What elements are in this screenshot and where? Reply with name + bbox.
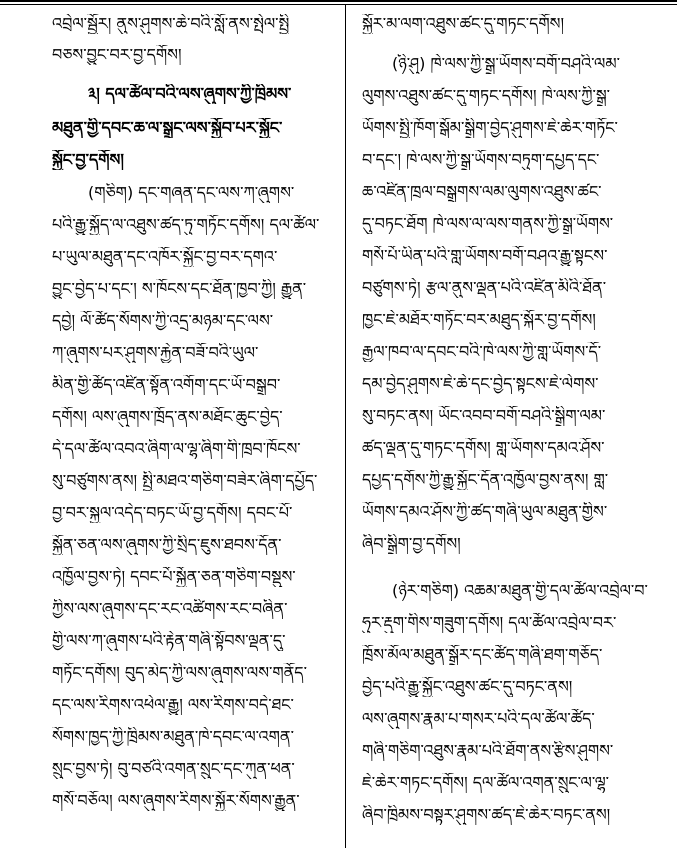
- section-heading: སྐྱོང་བྱ་དགོས།: [52, 150, 124, 169]
- text-line: གྱི་ལས་ཀ་ཞུགས་པའི་རྟེན་གཞི་སྟོབས་ལྡན་དུ་: [52, 631, 286, 650]
- text-line: བྱེད་པའི་རྒྱུ་སྐྱོང་འཐུས་ཚང་དུ་བཏང་ནས།: [362, 677, 573, 696]
- text-line: མིན་གྱི་ཚོད་འཛིན་སྟོན་འགོག་དང་ཡོ་བསྒྲུབ་: [52, 375, 281, 394]
- text-line: (ཉེར་གཅིག) འཆམ་མཐུན་གྱི་དལ་ཚོལ་འབྲེལ་བ་: [392, 581, 648, 600]
- text-line: དེ་དལ་ཚོལ་འབའ་ཞིག་ལ་ལྷ་ཞིག་གི་ཁྲབ་ཁོངས་: [52, 439, 301, 458]
- text-line: སོགས་ཁྱད་ཀྱི་ཁྲིམས་མཐུན་ཁེ་དབང་ལ་འགན་: [52, 727, 294, 746]
- header-rule-thin: [0, 4, 677, 5]
- text-line: བཙུགས་ཏེ། རྩལ་ནུས་ལྡན་པའི་འཛིན་མིའི་ཐོན་: [362, 278, 607, 297]
- header-rule-thick: [0, 0, 677, 2]
- text-line: ཇེ་ཆེར་གཏང་དགོས། དལ་ཚོལ་འགན་སྲུང་ལ་ལྷ་: [362, 773, 610, 792]
- text-line: དགོས། ལས་ཞུགས་ཁྲོད་ནས་མཐོང་ཆུང་བྱེད་: [52, 407, 283, 426]
- text-line: སྐྱོར་མ་ལག་འཐུས་ཚང་དུ་གཏང་དགོས།: [362, 14, 565, 33]
- text-line: པ་ཡུལ་མཐུན་དང་འཁོར་སྐྱོང་བྱ་བར་དགའ་: [52, 247, 278, 266]
- text-line: བ་དང་། ཁེ་ལས་ཀྱི་སྒྲ་ཡོགས་བཏུག་དཔྱད་དང་: [362, 150, 600, 169]
- section-heading: མཐུན་གྱི་དབང་ཆ་ལ་སྒྲུང་ལས་སྐྱོབ་པར་སྐྱོང་: [52, 118, 283, 137]
- text-line: ཧུར་རྡུག་གིས་གཟུག་དགོས། དལ་ཚོལ་འབྲེལ་བར་: [362, 613, 617, 632]
- text-line: དང་ལས་རིགས་འཕེལ་རྒྱུ། ལས་རིགས་བདེ་ཐང་: [52, 695, 294, 714]
- section-heading: ༣། དལ་ཚོལ་བའི་ལས་ཞུགས་ཀྱི་ཁྲིམས་: [88, 84, 292, 103]
- text-line: ཀ་ཞུགས་པར་ཤུགས་རྐྱེན་བཟོ་བའི་ཡུལ་: [52, 343, 259, 362]
- text-line: སྲུང་བྱས་ཏེ། བུ་བཙའི་འགན་སྲུང་དང་ཀུན་ཕན་: [52, 759, 295, 778]
- text-line: གཞི་གཅིག་འཐུས་རྣམ་པའི་ཐོག་ནས་རྩིས་ཤུགས་: [362, 741, 614, 760]
- text-line: པའི་རྒྱུ་སྐྱོད་ལ་འཐུས་ཚད་ཏུ་གཏོང་དགོས། དལ་ཚོལ་: [52, 215, 320, 234]
- text-line: ཆ་འཛིན་ཁྲལ་བསྒྲུགས་ལམ་ལུགས་འཐུས་ཚང་: [362, 182, 602, 201]
- text-line: ཀྱིས་ལས་ཞུགས་དང་རང་འཚིགས་རང་བཞིན་: [52, 599, 288, 618]
- text-line: དཔྱད་དགོས་ཀྱི་རྒྱུ་སྐྱོང་དོན་འཁྱོལ་བྱས་ནས། གླ་: [362, 470, 609, 489]
- text-line: འཁྱོལ་བྱས་ཏེ། དབང་པོ་སྐྱོན་ཅན་གཅིག་བསྡུས་: [52, 567, 296, 586]
- text-line: བཅས་བྱུང་བར་བྱ་དགོས།: [52, 45, 182, 64]
- text-line: ཞིབ་སྒྲིག་བྱ་དགོས།: [362, 534, 461, 553]
- text-line: ཁྲོས་མོལ་མཐུན་སྒྲོར་དང་ཚོད་གཞི་ཐག་གཅོད་: [362, 645, 603, 664]
- text-line: ཡོགས་སྤྱི་ཁོག་སྒོམ་སྒྲིག་བྱེད་ཤུགས་ཇེ་ཆེར་གཏོང་: [362, 118, 618, 137]
- text-line: དམ་བྱེད་ཤུགས་ཇེ་ཆེ་དང་བྱེད་སྟངས་ཇེ་ལེགས་: [362, 374, 599, 393]
- text-line: (གཅིག) དང་གཞན་དང་ལས་ཀ་ཞུགས་: [88, 183, 295, 202]
- text-line: གཏོང་དགོས། བུད་མེད་ཀྱི་ལས་ཞུགས་ལས་གནོད་: [52, 663, 307, 682]
- text-line: ལས་ཞུགས་རྣམ་པ་གསར་པའི་དལ་ཚོལ་ཚོད་: [362, 709, 595, 728]
- text-line: གསོ་པོ་ཡིན་པའི་གླ་ཡོགས་བགོ་བཤའ་རྒྱུ་སྟངས་: [362, 246, 608, 265]
- text-line: (ཉི་ཤུ) ཁེ་ལས་ཀྱི་སྒྲ་ཡོགས་བགོ་བཤའི་ལམ་: [392, 54, 620, 73]
- text-line: སུ་བཏང་ནས། ཡོང་འབབ་བགོ་བཤའི་སྒྲིག་ལམ་: [362, 406, 606, 425]
- text-line: དབྱེ། ལོ་ཚོད་སོགས་ཀྱི་འདྲ་མཉམ་དང་ལས་: [52, 311, 274, 330]
- text-line: འབྲེལ་སྦྱོར། ནུས་ཤུགས་ཆེ་བའི་སློ་ནས་སྤེལ་སྤྱི: [52, 14, 290, 33]
- text-line: གསོ་བཅོལ། ལས་ཞུགས་རིགས་སྐྱོར་སོགས་རྒྱུན་: [52, 791, 300, 810]
- column-divider: [345, 4, 346, 848]
- text-line: བྱུང་བྱེད་པ་དང་། ས་ཁོངས་དང་ཐོན་ཁྱབ་ཀྱི། རྒྱུན་: [52, 279, 307, 298]
- text-line: ཞིབ་ཁྲིམས་བསྟར་ཤུགས་ཚད་ཇེ་ཆེར་བཏང་ནས།: [362, 805, 611, 824]
- text-line: ཁྱང་ཇེ་མཐོར་གཏོང་བར་མཐུད་སྐོར་བྱ་དགོས།: [362, 310, 596, 329]
- text-line: སུ་བཙུགས་ནས། སྤྱི་མཐའ་གཅིག་བཟེར་ཞིག་དཔྱོད་: [52, 471, 318, 490]
- text-line: སྐྱོན་ཅན་ལས་ཞུགས་ཀྱི་སྲིད་ཇུས་ཐབས་དོན་: [52, 535, 282, 554]
- text-line: ཡོགས་དམའ་ཤོས་ཀྱི་ཚད་གཞི་ཡུལ་མཐུན་གྱིས་: [362, 502, 608, 521]
- text-line: ལུགས་འཐུས་ཚང་དུ་གཏང་དགོས། ཁེ་ལས་ཀྱི་སྒྲ་: [362, 86, 610, 105]
- text-line: དུ་བཏང་ཐོག ཁེ་ལས་ལ་ལས་གནས་ཀྱི་སྒྲ་ཡོགས་: [362, 214, 614, 233]
- text-line: རྒྱལ་ཁབ་ལ་དབང་བའི་ཁེ་ལས་ཀྱི་གླ་ཡོགས་དོ་: [362, 342, 602, 361]
- text-line: ཚད་ལྡན་དུ་གཏང་དགོས། གླ་ཡོགས་དམའ་ཤོས་: [362, 438, 605, 457]
- text-line: བྱ་བར་སྐྱལ་འདེད་བཏང་ཡོ་བྱ་དགོས། དབང་པོ་: [52, 503, 293, 522]
